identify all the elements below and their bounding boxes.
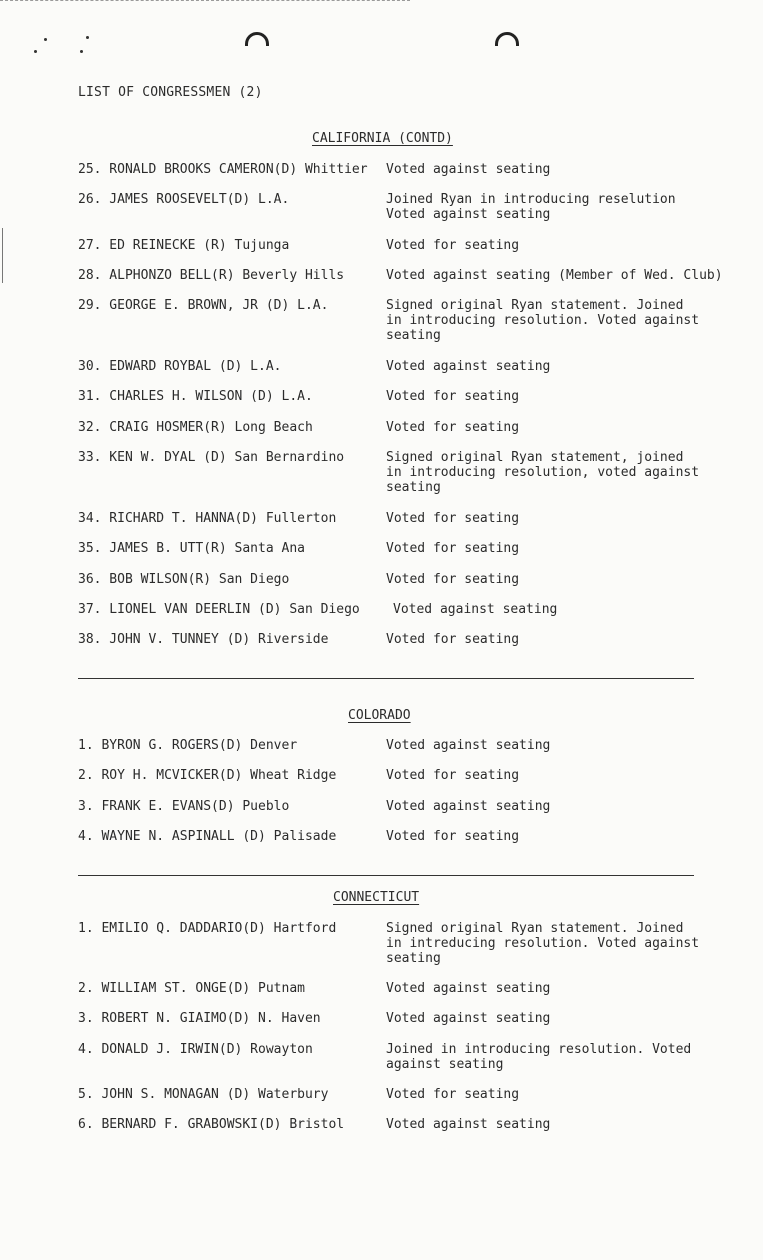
list-item (78, 738, 738, 753)
member-name: 35. JAMES B. UTT(R) Santa Ana (78, 541, 305, 556)
member-name: 29. GEORGE E. BROWN, JR (D) L.A. (78, 298, 329, 313)
vote-record: Voted for seating (386, 768, 520, 783)
list-item (78, 921, 738, 966)
member-name: 26. JAMES ROOSEVELT(D) L.A. (78, 192, 290, 207)
page-title: LIST OF CONGRESSMEN (2) (78, 85, 263, 100)
list-item (78, 268, 738, 283)
punch-hole-right (495, 32, 519, 46)
vote-record: Voted against seating (386, 1117, 551, 1132)
member-name: 30. EDWARD ROYBAL (D) L.A. (78, 359, 282, 374)
list-item (78, 298, 738, 343)
list-item (78, 1117, 738, 1132)
vote-record: Voted for seating (386, 389, 520, 404)
list-item (78, 192, 738, 222)
list-item (78, 768, 738, 783)
member-name: 37. LIONEL VAN DEERLIN (D) San Diego (78, 602, 360, 617)
scan-speck (80, 50, 83, 53)
vote-record: Voted against seating (Member of Wed. Club) (386, 268, 723, 283)
list-item (78, 981, 738, 996)
list-item (78, 632, 738, 647)
vote-record: Voted for seating (386, 632, 520, 647)
list-item (78, 238, 738, 253)
list-item (78, 420, 738, 435)
vote-record: Voted for seating (386, 511, 520, 526)
member-name: 1. BYRON G. ROGERS(D) Denver (78, 738, 298, 753)
member-name: 38. JOHN V. TUNNEY (D) Riverside (78, 632, 329, 647)
section-divider (78, 678, 694, 679)
member-name: 31. CHARLES H. WILSON (D) L.A. (78, 389, 313, 404)
section-heading-california: CALIFORNIA (CONTD) (312, 131, 453, 146)
member-name: 36. BOB WILSON(R) San Diego (78, 572, 290, 587)
member-name: 25. RONALD BROOKS CAMERON(D) Whittier (78, 162, 368, 177)
vote-record: Joined Ryan in introducing reselution Voted against seating (386, 192, 676, 222)
member-name: 28. ALPHONZO BELL(R) Beverly Hills (78, 268, 345, 283)
list-item (78, 1042, 738, 1072)
member-name: 6. BERNARD F. GRABOWSKI(D) Bristol (78, 1117, 345, 1132)
margin-mark (2, 228, 3, 283)
member-name: 3. FRANK E. EVANS(D) Pueblo (78, 799, 290, 814)
member-name: 4. DONALD J. IRWIN(D) Rowayton (78, 1042, 313, 1057)
vote-record: Voted for seating (386, 541, 520, 556)
member-name: 5. JOHN S. MONAGAN (D) Waterbury (78, 1087, 329, 1102)
scan-speck (34, 50, 37, 53)
vote-record: Voted against seating (386, 1011, 551, 1026)
punch-hole-left (245, 32, 269, 46)
member-name: 2. WILLIAM ST. ONGE(D) Putnam (78, 981, 305, 996)
vote-record: Signed original Ryan statement. Joined in introducing resolution. Voted against seating (386, 298, 700, 343)
list-item (78, 511, 738, 526)
vote-record: Voted for seating (386, 420, 520, 435)
vote-record: Voted against seating (386, 799, 551, 814)
member-name: 27. ED REINECKE (R) Tujunga (78, 238, 290, 253)
member-name: 34. RICHARD T. HANNA(D) Fullerton (78, 511, 337, 526)
top-dashed-edge (0, 0, 410, 2)
vote-record: Voted against seating (386, 359, 551, 374)
vote-record: Voted against seating (386, 981, 551, 996)
vote-record: Voted for seating (386, 238, 520, 253)
list-item (78, 389, 738, 404)
list-item (78, 450, 738, 495)
list-item (78, 359, 738, 374)
list-item (78, 799, 738, 814)
member-name: 1. EMILIO Q. DADDARIO(D) Hartford (78, 921, 337, 936)
member-name: 2. ROY H. MCVICKER(D) Wheat Ridge (78, 768, 337, 783)
list-item (78, 572, 738, 587)
section-divider (78, 875, 694, 876)
scan-speck (44, 38, 47, 41)
vote-record: Signed original Ryan statement, joined in introducing resolution, voted against seating (386, 450, 700, 495)
vote-record: Voted against seating (393, 602, 558, 617)
vote-record: Voted against seating (386, 738, 551, 753)
member-name: 32. CRAIG HOSMER(R) Long Beach (78, 420, 313, 435)
scan-speck (86, 36, 89, 39)
vote-record: Voted for seating (386, 572, 520, 587)
vote-record: Signed original Ryan statement. Joined in intreducing resolution. Voted against seating (386, 921, 700, 966)
member-name: 3. ROBERT N. GIAIMO(D) N. Haven (78, 1011, 321, 1026)
section-heading-connecticut: CONNECTICUT (333, 890, 420, 905)
section-heading-colorado: COLORADO (348, 708, 411, 723)
list-item (78, 602, 738, 617)
list-item (78, 1087, 738, 1102)
list-item (78, 541, 738, 556)
list-item (78, 1011, 738, 1026)
vote-record: Voted against seating (386, 162, 551, 177)
member-name: 4. WAYNE N. ASPINALL (D) Palisade (78, 829, 337, 844)
list-item (78, 829, 738, 844)
list-item (78, 162, 738, 177)
member-name: 33. KEN W. DYAL (D) San Bernardino (78, 450, 345, 465)
vote-record: Voted for seating (386, 1087, 520, 1102)
vote-record: Voted for seating (386, 829, 520, 844)
vote-record: Joined in introducing resolution. Voted against seating (386, 1042, 692, 1072)
